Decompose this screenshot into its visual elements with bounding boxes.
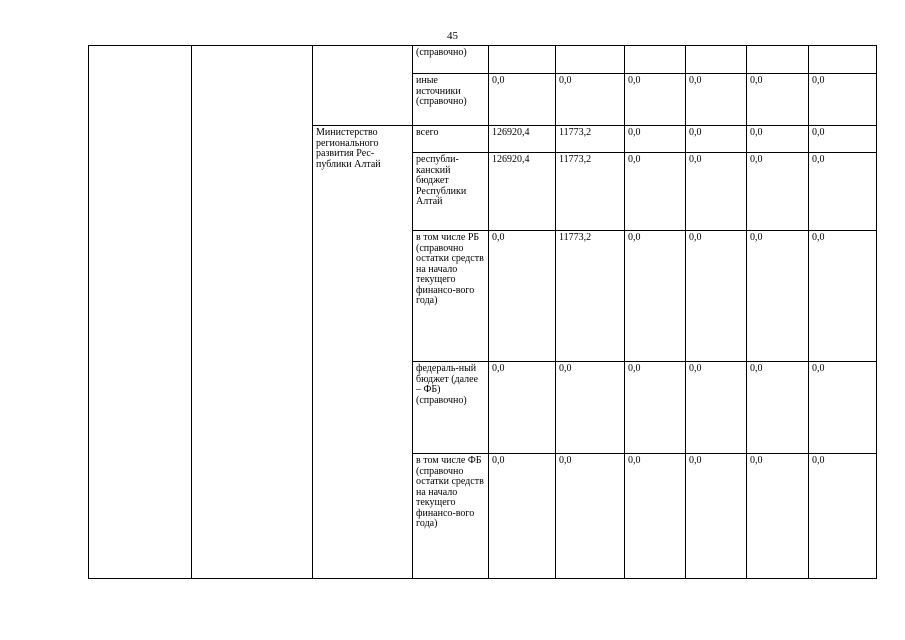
value-cell [625,46,686,74]
empty-cell-col1 [89,46,192,579]
budget-table [88,45,877,579]
page-number: 45 [447,30,458,42]
value-cell: 0,0 [686,74,747,126]
value-cell [556,46,625,74]
value-cell: 0,0 [556,454,625,579]
value-cell: 0,0 [747,362,809,454]
value-cell: 0,0 [686,153,747,231]
value-cell: 11773,2 [556,153,625,231]
value-cell: 126920,4 [489,153,556,231]
empty-cell-col2 [192,46,313,579]
value-cell: 0,0 [556,74,625,126]
value-cell [747,46,809,74]
value-cell: 0,0 [556,362,625,454]
source-cell: всего [413,126,489,153]
value-cell [809,46,877,74]
value-cell: 0,0 [686,231,747,362]
value-cell: 11773,2 [556,231,625,362]
source-cell: (справочно) [413,46,489,74]
source-cell: в том числе ФБ (справочно остатки средств на начало текущего финансо-вого года) [413,454,489,579]
value-cell: 0,0 [686,454,747,579]
value-cell: 0,0 [625,126,686,153]
value-cell: 0,0 [809,454,877,579]
value-cell: 0,0 [489,362,556,454]
value-cell: 0,0 [625,362,686,454]
value-cell: 0,0 [747,153,809,231]
value-cell: 0,0 [686,126,747,153]
value-cell: 0,0 [809,231,877,362]
value-cell: 0,0 [625,74,686,126]
value-cell: 126920,4 [489,126,556,153]
value-cell: 0,0 [809,362,877,454]
source-cell: в том числе РБ (справочно остатки средств на начало текущего финансо-вого года) [413,231,489,362]
value-cell: 0,0 [747,74,809,126]
source-cell: республи-канский бюджет Республики Алтай [413,153,489,231]
value-cell: 0,0 [747,126,809,153]
executor-cell: Министерство регионального развития Рес-публики Алтай [313,126,413,579]
value-cell: 0,0 [489,454,556,579]
source-cell: федераль-ный бюджет (далее – ФБ) (справочно) [413,362,489,454]
value-cell: 0,0 [625,454,686,579]
source-cell: иные источники (справочно) [413,74,489,126]
value-cell: 0,0 [747,454,809,579]
empty-cell-col3 [313,46,413,126]
value-cell: 0,0 [809,153,877,231]
table-row [89,46,877,74]
value-cell: 0,0 [809,74,877,126]
value-cell: 0,0 [625,231,686,362]
value-cell: 0,0 [625,153,686,231]
value-cell: 0,0 [489,74,556,126]
value-cell: 0,0 [747,231,809,362]
value-cell: 11773,2 [556,126,625,153]
value-cell: 0,0 [489,231,556,362]
value-cell: 0,0 [686,362,747,454]
value-cell [489,46,556,74]
value-cell: 0,0 [809,126,877,153]
value-cell [686,46,747,74]
